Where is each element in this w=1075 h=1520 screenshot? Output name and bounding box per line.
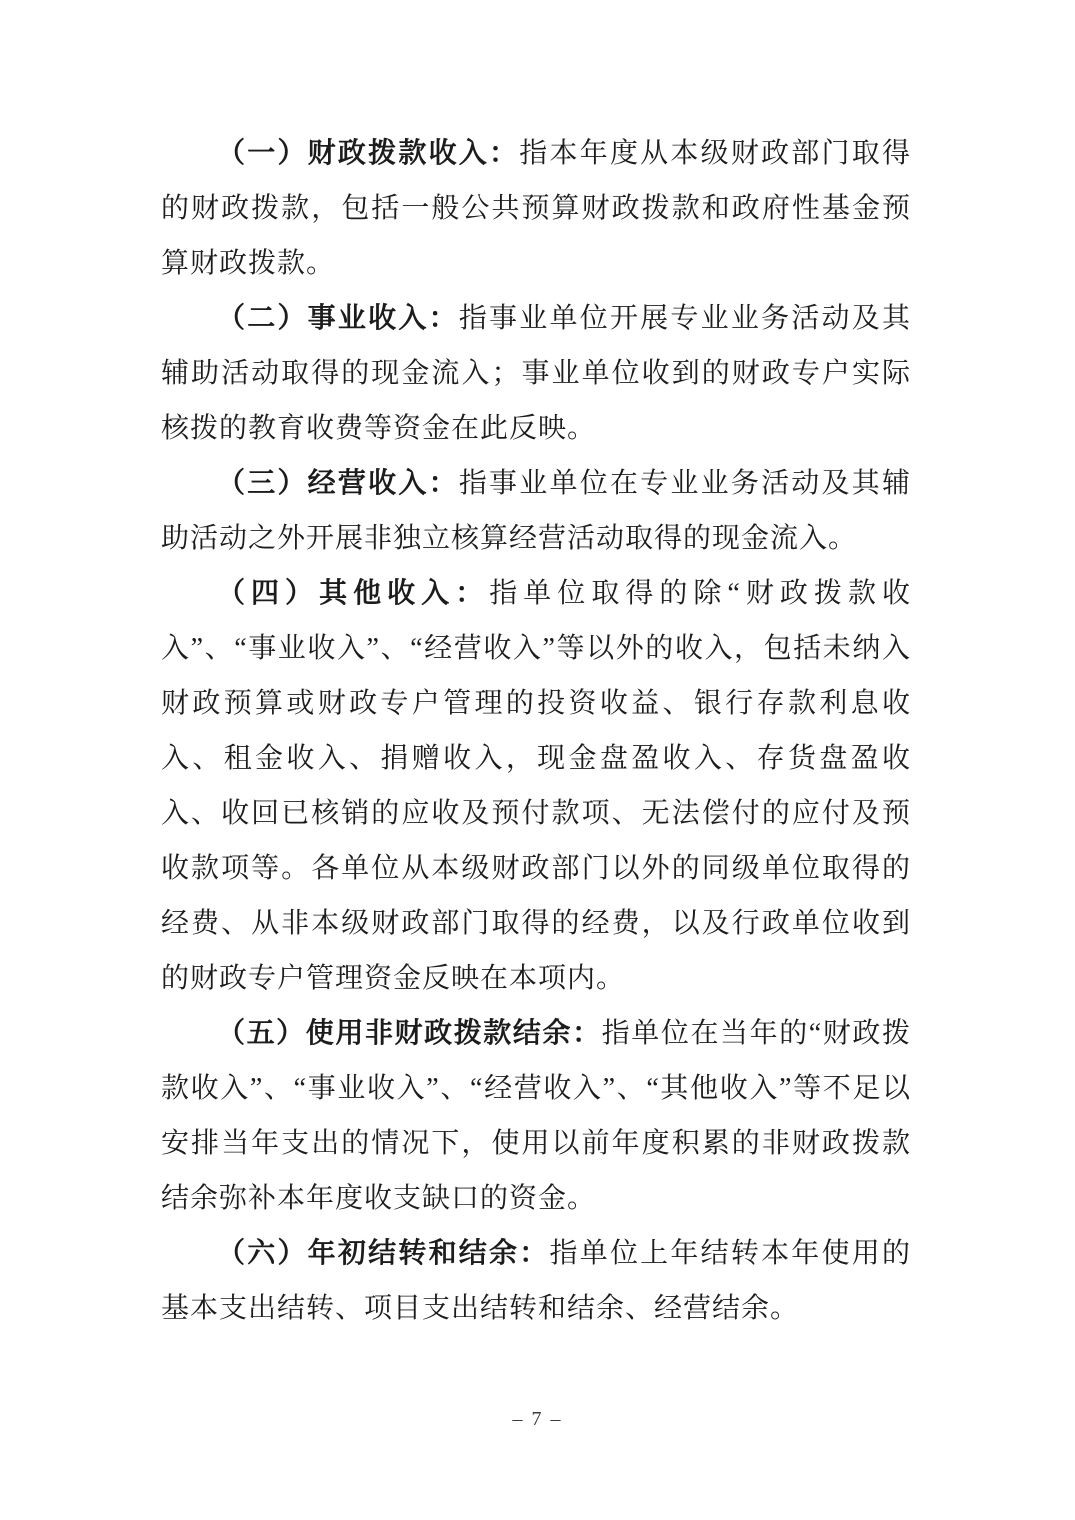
paragraph-lead: （二）事业收入： — [217, 303, 459, 334]
paragraph-text: 指事业单位在专业业务活动及其辅助活动之外开展非独立核算经营活动取得的现金流入。 — [161, 468, 911, 554]
paragraph-lead: （一）财政拨款收入： — [217, 138, 520, 169]
paragraph-2 — [161, 291, 911, 456]
paragraph-4 — [161, 566, 911, 1006]
paragraph-text: 指本年度从本级财政部门取得的财政拨款，包括一般公共预算财政拨款和政府性基金预算财政拨款。 — [161, 138, 911, 279]
paragraph-1 — [161, 126, 911, 291]
paragraph-5 — [161, 1006, 911, 1226]
page-footer — [0, 1405, 1075, 1433]
paragraph-lead: （三）经营收入： — [217, 468, 459, 499]
paragraph-6 — [161, 1226, 911, 1336]
document-content — [161, 126, 911, 1336]
paragraph-text: 指单位取得的除“财政拨款收入”、“事业收入”、“经营收入”等以外的收入，包括未纳入财政预算或财政专户管理的投资收益、银行存款利息收入、租金收入、捐赠收入，现金盘盈收入、存货盘盈收入、收回已核销的应收及预付款项、无法偿付的应付及预收款项等。各单位从本级财政部门以外的同级单位取得的经费、从非本级财政部门取得的经费，以及行政单位收到的财政专户管理资金反映在本项内。 — [161, 578, 911, 994]
paragraph-text: 指单位上年结转本年使用的基本支出结转、项目支出结转和结余、经营结余。 — [161, 1238, 911, 1324]
paragraph-lead: （五）使用非财政拨款结余： — [217, 1018, 602, 1049]
paragraph-3 — [161, 456, 911, 566]
paragraph-text: 指事业单位开展专业业务活动及其辅助活动取得的现金流入；事业单位收到的财政专户实际核拨的教育收费等资金在此反映。 — [161, 303, 911, 444]
paragraph-lead: （四）其他收入： — [217, 578, 490, 609]
page-number: – 7 – — [512, 1408, 563, 1430]
paragraph-text: 指单位在当年的“财政拨款收入”、“事业收入”、“经营收入”、“其他收入”等不足以安排当年支出的情况下，使用以前年度积累的非财政拨款结余弥补本年度收支缺口的资金。 — [161, 1018, 911, 1214]
paragraph-lead: （六）年初结转和结余： — [217, 1238, 550, 1269]
